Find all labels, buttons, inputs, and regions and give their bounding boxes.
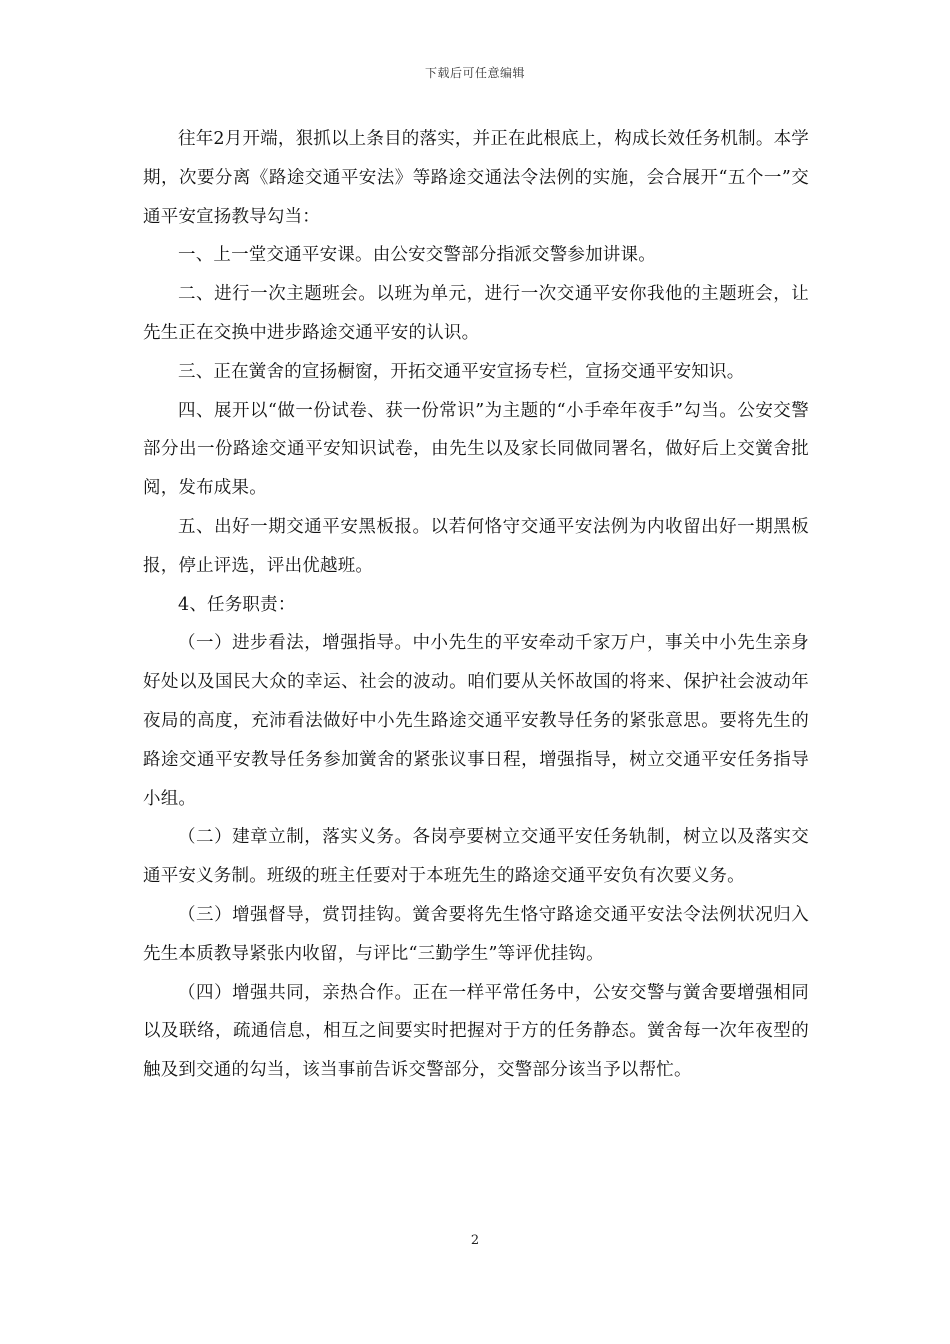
paragraph-item-3: 三、正在黉舍的宣扬橱窗，开拓交通平安宣扬专栏，宣扬交通平安知识。 [178,361,745,382]
paragraph-item-2: 二、进行一次主题班会。以班为单元，进行一次交通平安你我他的主题班会，让先生正在交换中进步路途交通平安的认识。 [143,284,809,343]
paragraph-responsibility-3: （三）增强督导，赏罚挂钩。黉舍要将先生恪守路途交通平安法令法例状况归入先生本质教导紧张内收留，与评比“三勤学生”等评优挂钩。 [143,904,809,964]
paragraph-responsibility-1: （一）进步看法，增强指导。中小先生的平安牵动千家万户，事关中小先生亲身好处以及国民大众的幸运、社会的波动。咱们要从关怀故国的将来、保护社会波动年夜局的高度，充沛看法做好中小先生路途交通平安教导任务的紧张意思。要将先生的路途交通平安教导任务参加黉舍的紧张议事日程，增强指导，树立交通平安任务指导小组。 [143,633,809,809]
paragraph-item-5: 五、出好一期交通平安黑板报。以若何恪守交通平安法例为内收留出好一期黑板报，停止评选，评出优越班。 [143,516,809,576]
page-number: 2 [470,1233,480,1248]
document-body [143,120,809,1090]
section-heading-responsibilities: 4、任务职责： [178,594,296,615]
paragraph-item-4: 四、展开以“做一份试卷、获一份常识”为主题的“小手牵年夜手”勾当。公安交警部分出一份路途交通平安知识试卷，由先生以及家长同做同署名，做好后上交黉舍批阅，发布成果。 [143,400,809,499]
paragraph-item-1: 一、上一堂交通平安课。由公安交警部分指派交警参加讲课。 [178,245,656,266]
paragraph-responsibility-2: （二）建章立制，落实义务。各岗亭要树立交通平安任务轨制，树立以及落实交通平安义务制。班级的班主任要对于本班先生的路途交通平安负有次要义务。 [143,827,809,887]
paragraph-intro: 往年2月开端，狠抓以上条目的落实，并正在此根底上，构成长效任务机制。本学期，次要分离《路途交通平安法》等路途交通法令法例的实施，会合展开“五个一”交通平安宣扬教导勾当： [143,129,809,227]
paragraph-responsibility-4: （四）增强共同，亲热合作。正在一样平常任务中，公安交警与黉舍要增强相同以及联络，疏通信息，相互之间要实时把握对于方的任务静态。黉舍每一次年夜型的触及到交通的勾当，该当事前告诉交警部分，交警部分该当予以帮忙。 [143,982,809,1081]
page-header-note: 下载后可任意编辑 [424,66,525,80]
